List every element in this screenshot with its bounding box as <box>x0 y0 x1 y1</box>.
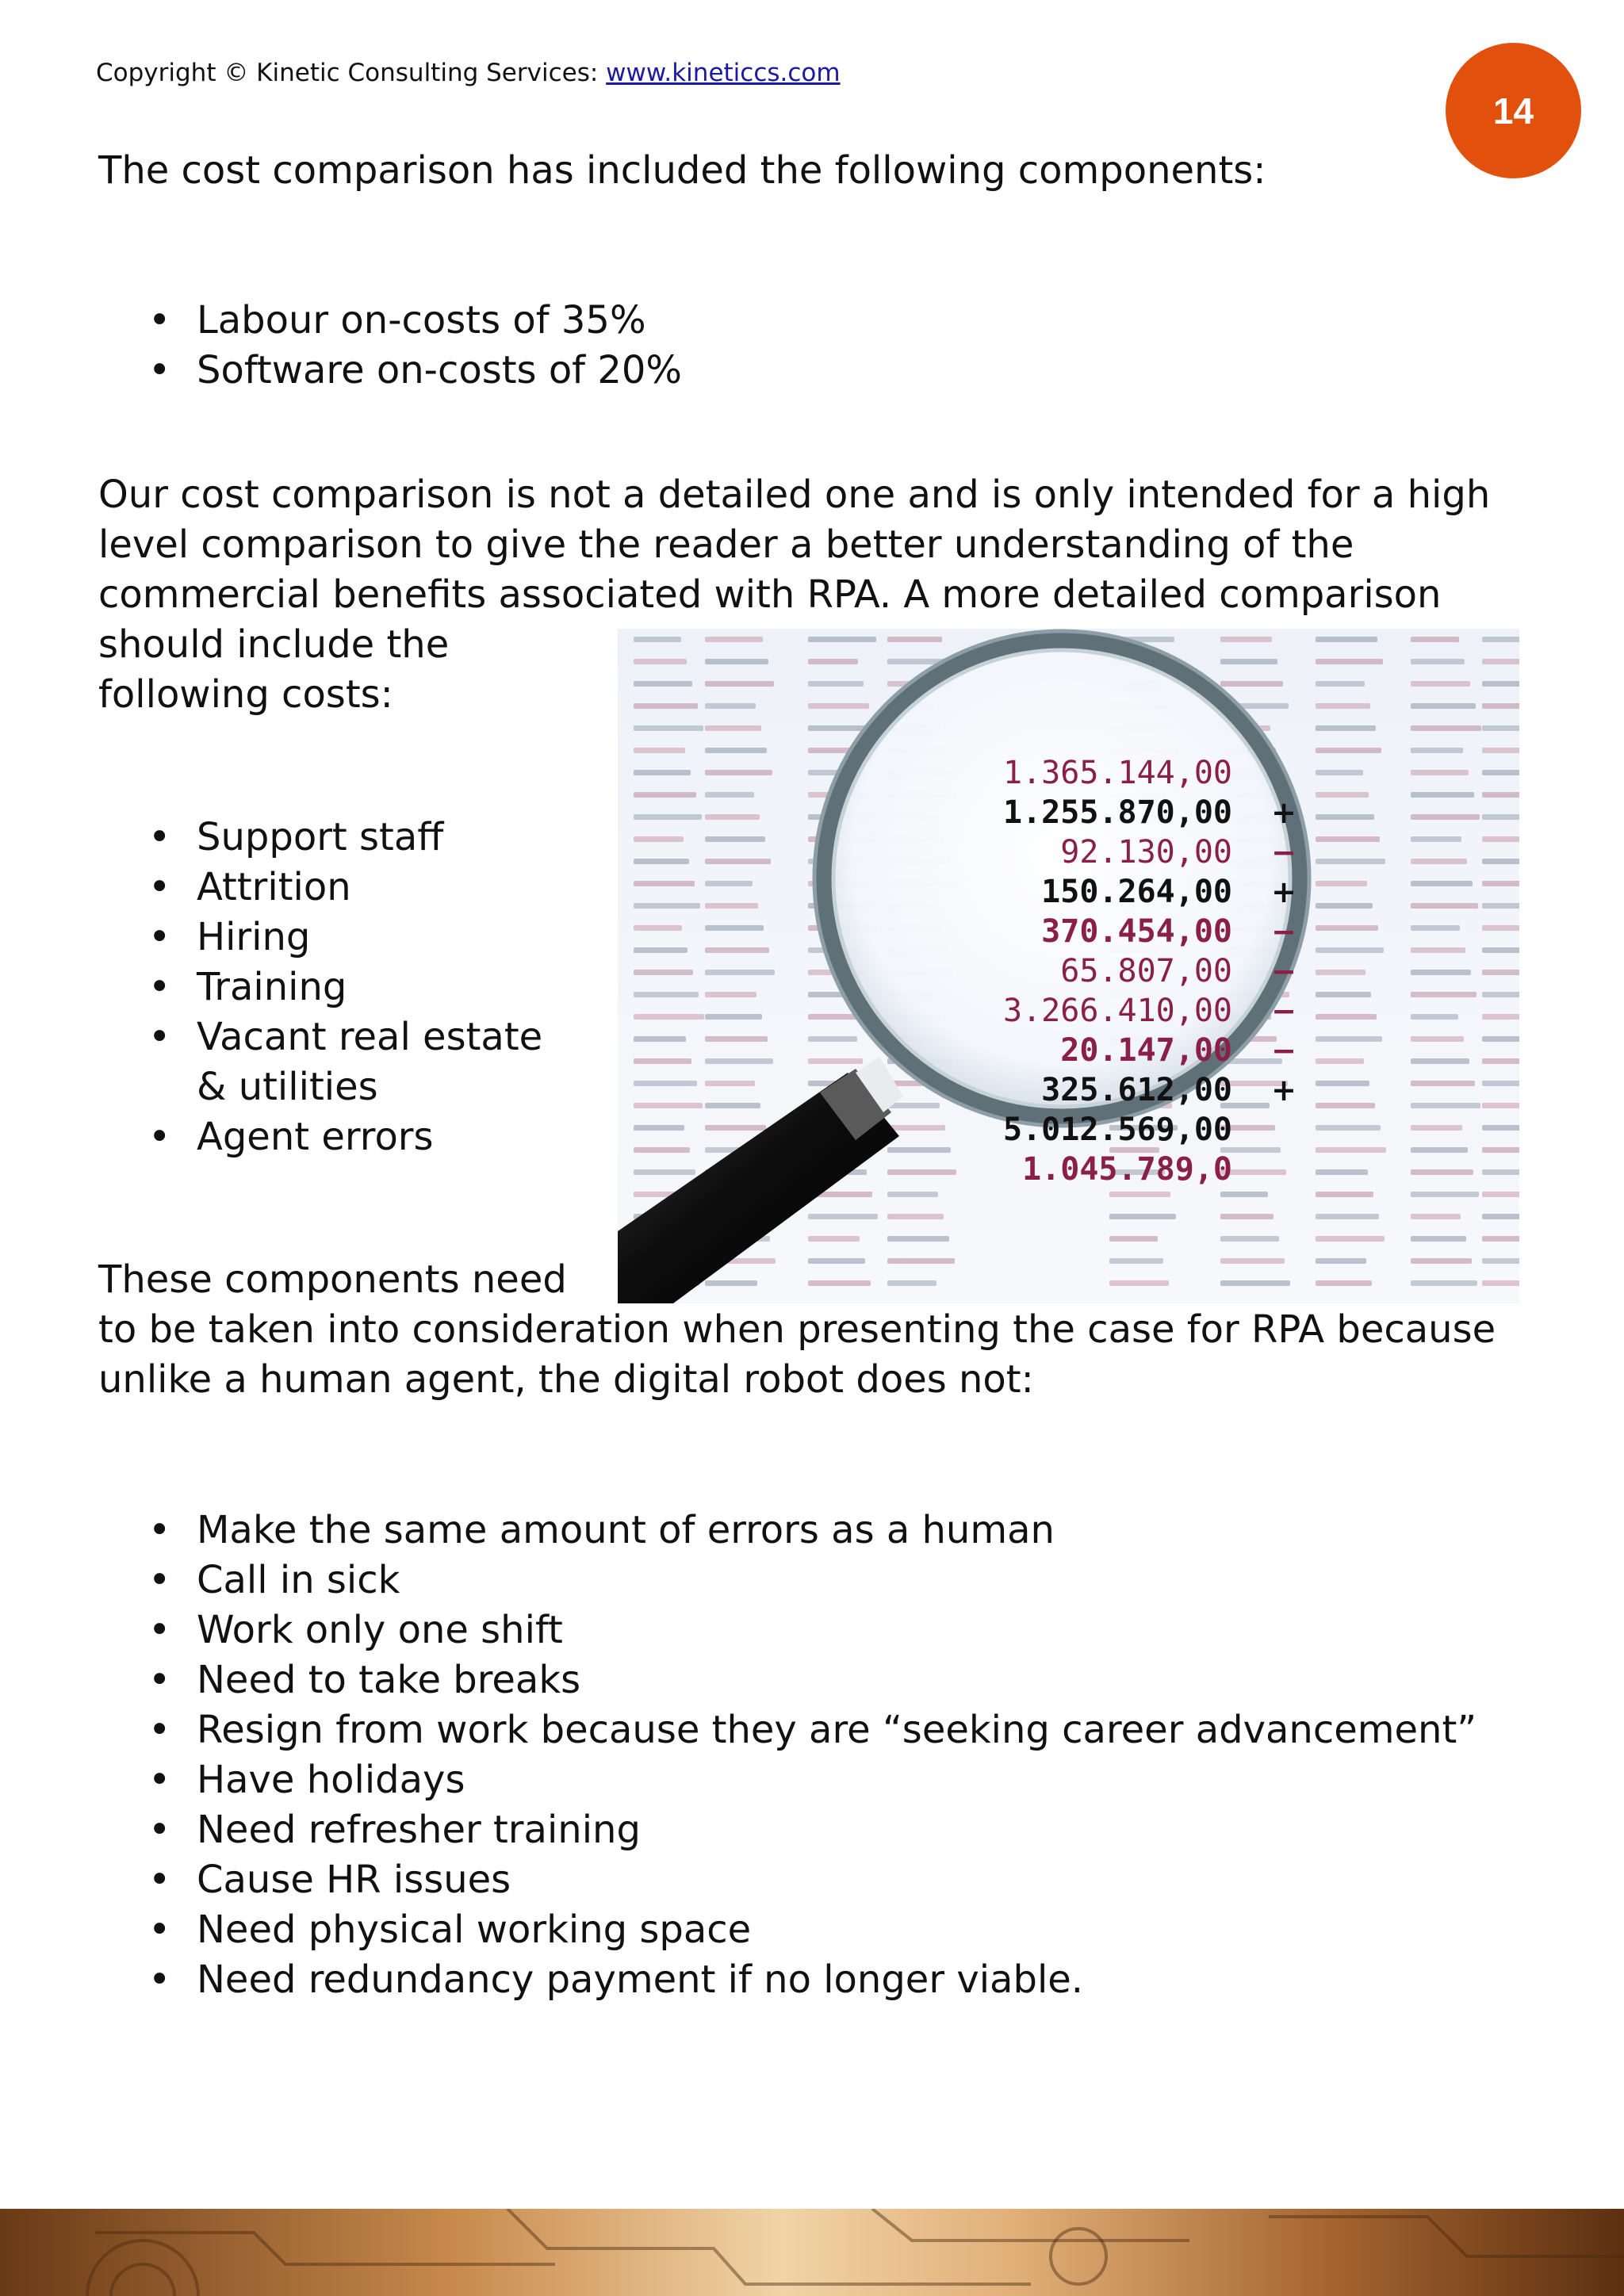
ledger-row-mark <box>1411 947 1465 953</box>
ledger-row-mark <box>1411 1058 1469 1064</box>
ledger-row-mark <box>1411 903 1478 909</box>
ledger-row-mark <box>705 859 771 864</box>
magnified-value: 370.454,00 <box>1041 913 1232 950</box>
list-item: • Cause HR issues <box>98 1855 1542 1905</box>
ledger-row-mark <box>1482 792 1519 798</box>
ledger-row-mark <box>1316 925 1378 931</box>
decorative-footer-band <box>0 2209 1624 2296</box>
ledger-row-mark <box>1316 881 1367 886</box>
ledger-row-mark <box>1316 1258 1366 1264</box>
ledger-row-mark <box>1220 1192 1268 1197</box>
ledger-row-mark <box>1316 1192 1373 1197</box>
list-item: • Attrition <box>98 863 653 913</box>
detailed-costs-list <box>98 813 653 1162</box>
ledger-row-mark <box>1482 1169 1519 1175</box>
list-item: • Call in sick <box>98 1556 1542 1605</box>
ledger-row-mark <box>887 1147 951 1153</box>
ledger-row-mark <box>1109 1280 1169 1286</box>
ledger-row-mark <box>1411 1258 1472 1264</box>
ledger-row-mark <box>1316 1058 1364 1064</box>
ledger-row-mark <box>1411 725 1481 731</box>
magnified-sign: − <box>1271 835 1297 870</box>
ledger-row-mark <box>1411 681 1470 687</box>
ledger-row-mark <box>705 947 769 953</box>
list-item: • Labour on-costs of 35% <box>98 296 682 346</box>
ledger-row-mark <box>634 637 681 642</box>
ledger-row-mark <box>1109 1192 1170 1197</box>
list-item: • Need redundancy payment if no longer viable. <box>98 1955 1542 2005</box>
magnified-value: 1.365.144,00 <box>1003 755 1232 791</box>
paragraph-line: These components need <box>98 1257 567 1302</box>
ledger-row-mark <box>1482 859 1519 864</box>
ledger-row-mark <box>1411 992 1477 997</box>
ledger-row-mark <box>1220 1280 1290 1286</box>
ledger-row-mark <box>634 992 699 997</box>
ledger-row-mark <box>1411 1214 1461 1219</box>
list-item: • Resign from work because they are “seeking career advancement” <box>98 1705 1542 1755</box>
ledger-row-mark <box>634 1147 690 1153</box>
ledger-row-mark <box>1316 947 1384 953</box>
ledger-row-mark <box>1482 1147 1519 1153</box>
ledger-row-mark <box>1316 992 1371 997</box>
ledger-row-mark <box>705 792 754 798</box>
ledger-row-mark <box>1316 970 1365 975</box>
ledger-row-mark <box>1411 1192 1479 1197</box>
ledger-row-mark <box>634 1103 703 1108</box>
ledger-row-mark <box>1316 659 1383 664</box>
ledger-row-mark <box>1411 1125 1462 1131</box>
ledger-row-mark <box>634 814 702 820</box>
magnified-sign: − <box>1271 993 1297 1028</box>
ledger-row-mark <box>1482 836 1519 842</box>
ledger-row-mark <box>808 1258 865 1264</box>
ledger-row-mark <box>634 925 682 931</box>
ledger-row-mark <box>1482 992 1519 997</box>
ledger-row-mark <box>634 1081 697 1086</box>
ledger-row-mark <box>887 1214 944 1219</box>
ledger-row-mark <box>1316 1214 1379 1219</box>
ledger-row-mark <box>1316 1147 1386 1153</box>
ledger-row-mark <box>1482 970 1519 975</box>
ledger-row-mark <box>1482 770 1519 775</box>
page-number-badge <box>1446 43 1581 178</box>
ledger-row-mark <box>1411 748 1463 753</box>
ledger-row-mark <box>705 637 763 642</box>
ledger-row-mark <box>705 992 756 997</box>
ledger-row-mark <box>808 637 876 642</box>
ledger-row-mark <box>1411 970 1471 975</box>
magnified-value: 20.147,00 <box>1060 1032 1232 1069</box>
ledger-row-mark <box>1482 1280 1519 1286</box>
ledger-row-mark <box>1220 681 1283 687</box>
list-item: • Work only one shift <box>98 1605 1542 1655</box>
ledger-row-mark <box>705 681 774 687</box>
copyright-line <box>96 59 841 87</box>
ledger-row-mark <box>1482 881 1519 886</box>
list-item: • Support staff <box>98 813 653 863</box>
ledger-row-mark <box>1482 1125 1519 1131</box>
ledger-row-mark <box>808 1280 871 1286</box>
ledger-row-mark <box>1316 770 1363 775</box>
ledger-row-mark <box>1411 1280 1477 1286</box>
ledger-row-mark <box>1316 1280 1372 1286</box>
intro-paragraph: The cost comparison has included the following components: <box>98 148 1266 193</box>
magnified-value: 150.264,00 <box>1041 874 1232 910</box>
ledger-row-mark <box>1316 637 1377 642</box>
ledger-row-mark <box>1411 836 1461 842</box>
ledger-row-mark <box>1316 903 1373 909</box>
ledger-row-mark <box>1482 1036 1519 1042</box>
ledger-row-mark <box>1482 1258 1519 1264</box>
ledger-row-mark <box>634 725 703 731</box>
ledger-row-mark <box>705 1280 757 1286</box>
ledger-row-mark <box>634 1014 704 1020</box>
ledger-row-mark <box>634 748 685 753</box>
paragraph-line: level comparison to give the reader a better understanding of the <box>98 522 1354 567</box>
ledger-row-mark <box>705 925 764 931</box>
magnified-value: 3.266.410,00 <box>1003 993 1232 1029</box>
ledger-row-mark <box>887 1280 936 1286</box>
ledger-row-mark <box>1482 925 1519 931</box>
ledger-row-mark <box>1411 637 1459 642</box>
ledger-row-mark <box>808 1058 863 1064</box>
ledger-row-mark <box>1316 681 1365 687</box>
ledger-row-mark <box>808 681 864 687</box>
ledger-row-mark <box>887 1236 949 1242</box>
ledger-row-mark <box>705 1125 766 1131</box>
ledger-row-mark <box>1482 814 1519 820</box>
ledger-row-mark <box>1482 748 1519 753</box>
ledger-row-mark <box>887 637 942 642</box>
ledger-row-mark <box>705 903 758 909</box>
ledger-row-mark <box>1220 1214 1274 1219</box>
ledger-row-mark <box>1411 881 1473 886</box>
ledger-row-mark <box>1482 681 1519 687</box>
ledger-row-mark <box>705 1036 768 1042</box>
ledger-row-mark <box>808 703 869 709</box>
ledger-row-mark <box>887 1192 938 1197</box>
list-item: • Have holidays <box>98 1755 1542 1805</box>
ledger-row-mark <box>705 1103 760 1108</box>
ledger-row-mark <box>887 1169 956 1175</box>
ledger-row-mark <box>1316 703 1370 709</box>
ledger-row-mark <box>1411 659 1465 664</box>
ledger-row-mark <box>1411 1103 1480 1108</box>
ledger-row-mark <box>1482 1058 1519 1064</box>
ledger-illustration <box>618 629 1519 1303</box>
ledger-row-mark <box>634 859 689 864</box>
ledger-row-mark <box>634 1125 684 1131</box>
ledger-row-mark <box>705 748 767 753</box>
magnified-value: 5.012.569,00 <box>1003 1112 1232 1148</box>
ledger-row-mark <box>1482 1236 1519 1242</box>
ledger-row-mark <box>1220 637 1272 642</box>
paragraph-line: should include the <box>98 622 450 667</box>
ledger-row-mark <box>1482 903 1519 909</box>
ledger-row-mark <box>1482 1081 1519 1086</box>
ledger-row-mark <box>705 1081 755 1086</box>
paragraph-line: to be taken into consideration when presenting the case for RPA because <box>98 1307 1496 1352</box>
list-item: • Agent errors <box>98 1112 653 1162</box>
ledger-row-mark <box>1109 1236 1158 1242</box>
ledger-row-mark <box>1316 1036 1382 1042</box>
ledger-row-mark <box>1411 1081 1475 1086</box>
ledger-row-mark <box>1316 1103 1375 1108</box>
ledger-row-mark <box>1411 859 1467 864</box>
list-item: • Software on-costs of 20% <box>98 346 682 396</box>
ledger-row-mark <box>808 1036 857 1042</box>
ledger-row-mark <box>1411 770 1469 775</box>
ledger-row-mark <box>1482 1192 1519 1197</box>
ledger-row-mark <box>1411 792 1474 798</box>
ledger-row-mark <box>1316 836 1380 842</box>
ledger-row-mark <box>1411 1147 1468 1153</box>
magnified-value: 1.255.870,00 <box>1003 794 1232 831</box>
ledger-row-mark <box>634 970 693 975</box>
ledger-row-mark <box>634 659 687 664</box>
ledger-row-mark <box>1411 1036 1464 1042</box>
list-item: • Make the same amount of errors as a human <box>98 1506 1542 1556</box>
paragraph-line: commercial benefits associated with RPA. A more detailed comparison <box>98 572 1442 617</box>
ledger-row-mark <box>705 836 765 842</box>
magnifier-handle <box>618 1057 903 1303</box>
ledger-row-mark <box>1316 792 1369 798</box>
ledger-row-mark <box>705 770 772 775</box>
ledger-row-mark <box>1482 703 1519 709</box>
ledger-row-mark <box>705 970 775 975</box>
ledger-row-mark <box>1411 1014 1458 1020</box>
ledger-row-mark <box>705 881 753 886</box>
ledger-row-mark <box>887 1103 940 1108</box>
ledger-row-mark <box>1220 1258 1285 1264</box>
ledger-row-mark <box>887 1125 945 1131</box>
ledger-row-mark <box>1482 637 1519 642</box>
magnified-value: 92.130,00 <box>1060 834 1232 871</box>
ledger-row-mark <box>1220 659 1277 664</box>
ledger-row-mark <box>1482 659 1519 664</box>
ledger-row-mark <box>808 1236 860 1242</box>
paragraph-line: unlike a human agent, the digital robot does not: <box>98 1357 1034 1402</box>
magnified-value: 65.807,00 <box>1060 953 1232 989</box>
paragraph-line: following costs: <box>98 672 393 717</box>
ledger-row-mark <box>634 1058 691 1064</box>
ledger-row-mark <box>1482 1014 1519 1020</box>
ledger-row-mark <box>705 703 756 709</box>
page-number: 14 <box>1492 90 1534 132</box>
ledger-row-mark <box>1482 947 1519 953</box>
ledger-row-mark <box>1109 1214 1176 1219</box>
magnified-sign: − <box>1271 1033 1297 1068</box>
ledger-row-mark <box>634 947 688 953</box>
ledger-row-mark <box>634 792 696 798</box>
ledger-row-mark <box>634 836 684 842</box>
ledger-row-mark <box>1109 1258 1163 1264</box>
components-list <box>98 296 682 396</box>
ledger-row-mark <box>634 881 695 886</box>
magnified-value: 1.045.789,0 <box>1022 1151 1232 1188</box>
ledger-row-mark <box>1411 925 1460 931</box>
ledger-row-mark <box>1316 814 1374 820</box>
ledger-row-mark <box>1411 703 1476 709</box>
ledger-row-mark <box>634 1169 695 1175</box>
magnified-sign: + <box>1271 874 1297 909</box>
ledger-row-mark <box>1482 725 1519 731</box>
ledger-row-mark <box>705 1058 773 1064</box>
footer-circuit-pattern <box>0 2209 1624 2296</box>
ledger-row-mark <box>1316 1125 1381 1131</box>
ledger-row-mark <box>1411 814 1480 820</box>
magnified-value: 325.612,00 <box>1041 1072 1232 1108</box>
ledger-row-mark <box>1316 1169 1368 1175</box>
magnified-sign: − <box>1271 914 1297 949</box>
ledger-row-mark <box>634 703 698 709</box>
paragraph-line: Our cost comparison is not a detailed one and is only intended for a high <box>98 473 1491 517</box>
list-item: • Need physical working space <box>98 1905 1542 1955</box>
list-item: • Hiring <box>98 913 653 962</box>
ledger-row-mark <box>1316 859 1385 864</box>
ledger-row-mark <box>1316 1236 1385 1242</box>
ledger-row-mark <box>634 903 700 909</box>
list-item: • Vacant real estate & utilities <box>98 1012 561 1112</box>
ledger-row-mark <box>705 725 761 731</box>
list-item: • Training <box>98 962 653 1012</box>
website-link[interactable]: www.kineticcs.com <box>606 59 841 87</box>
ledger-row-mark <box>1482 1214 1519 1219</box>
ledger-row-mark <box>634 681 692 687</box>
magnified-sign: − <box>1271 954 1297 989</box>
robot-does-not-list <box>98 1506 1542 2005</box>
ledger-row-mark <box>1482 1103 1519 1108</box>
ledger-row-mark <box>887 1258 955 1264</box>
copyright-text: Copyright © Kinetic Consulting Services: <box>96 59 599 87</box>
magnifier-ledger-photo <box>618 629 1519 1303</box>
ledger-row-mark <box>1411 1236 1466 1242</box>
magnified-sign: + <box>1271 1073 1297 1108</box>
ledger-row-mark <box>634 1036 686 1042</box>
ledger-row-mark <box>1316 1014 1377 1020</box>
list-item: • Need refresher training <box>98 1805 1542 1855</box>
ledger-row-mark <box>1316 1081 1369 1086</box>
list-item: • Need to take breaks <box>98 1655 1542 1705</box>
ledger-row-mark <box>808 659 858 664</box>
magnified-sign: + <box>1271 795 1297 830</box>
ledger-row-mark <box>705 814 760 820</box>
ledger-row-mark <box>808 1214 878 1219</box>
ledger-row-mark <box>1316 748 1381 753</box>
ledger-row-mark <box>634 770 691 775</box>
ledger-row-mark <box>705 659 768 664</box>
ledger-row-mark <box>1411 1169 1473 1175</box>
ledger-row-mark <box>1220 1236 1279 1242</box>
ledger-row-mark <box>705 1014 762 1020</box>
ledger-row-mark <box>1316 725 1376 731</box>
